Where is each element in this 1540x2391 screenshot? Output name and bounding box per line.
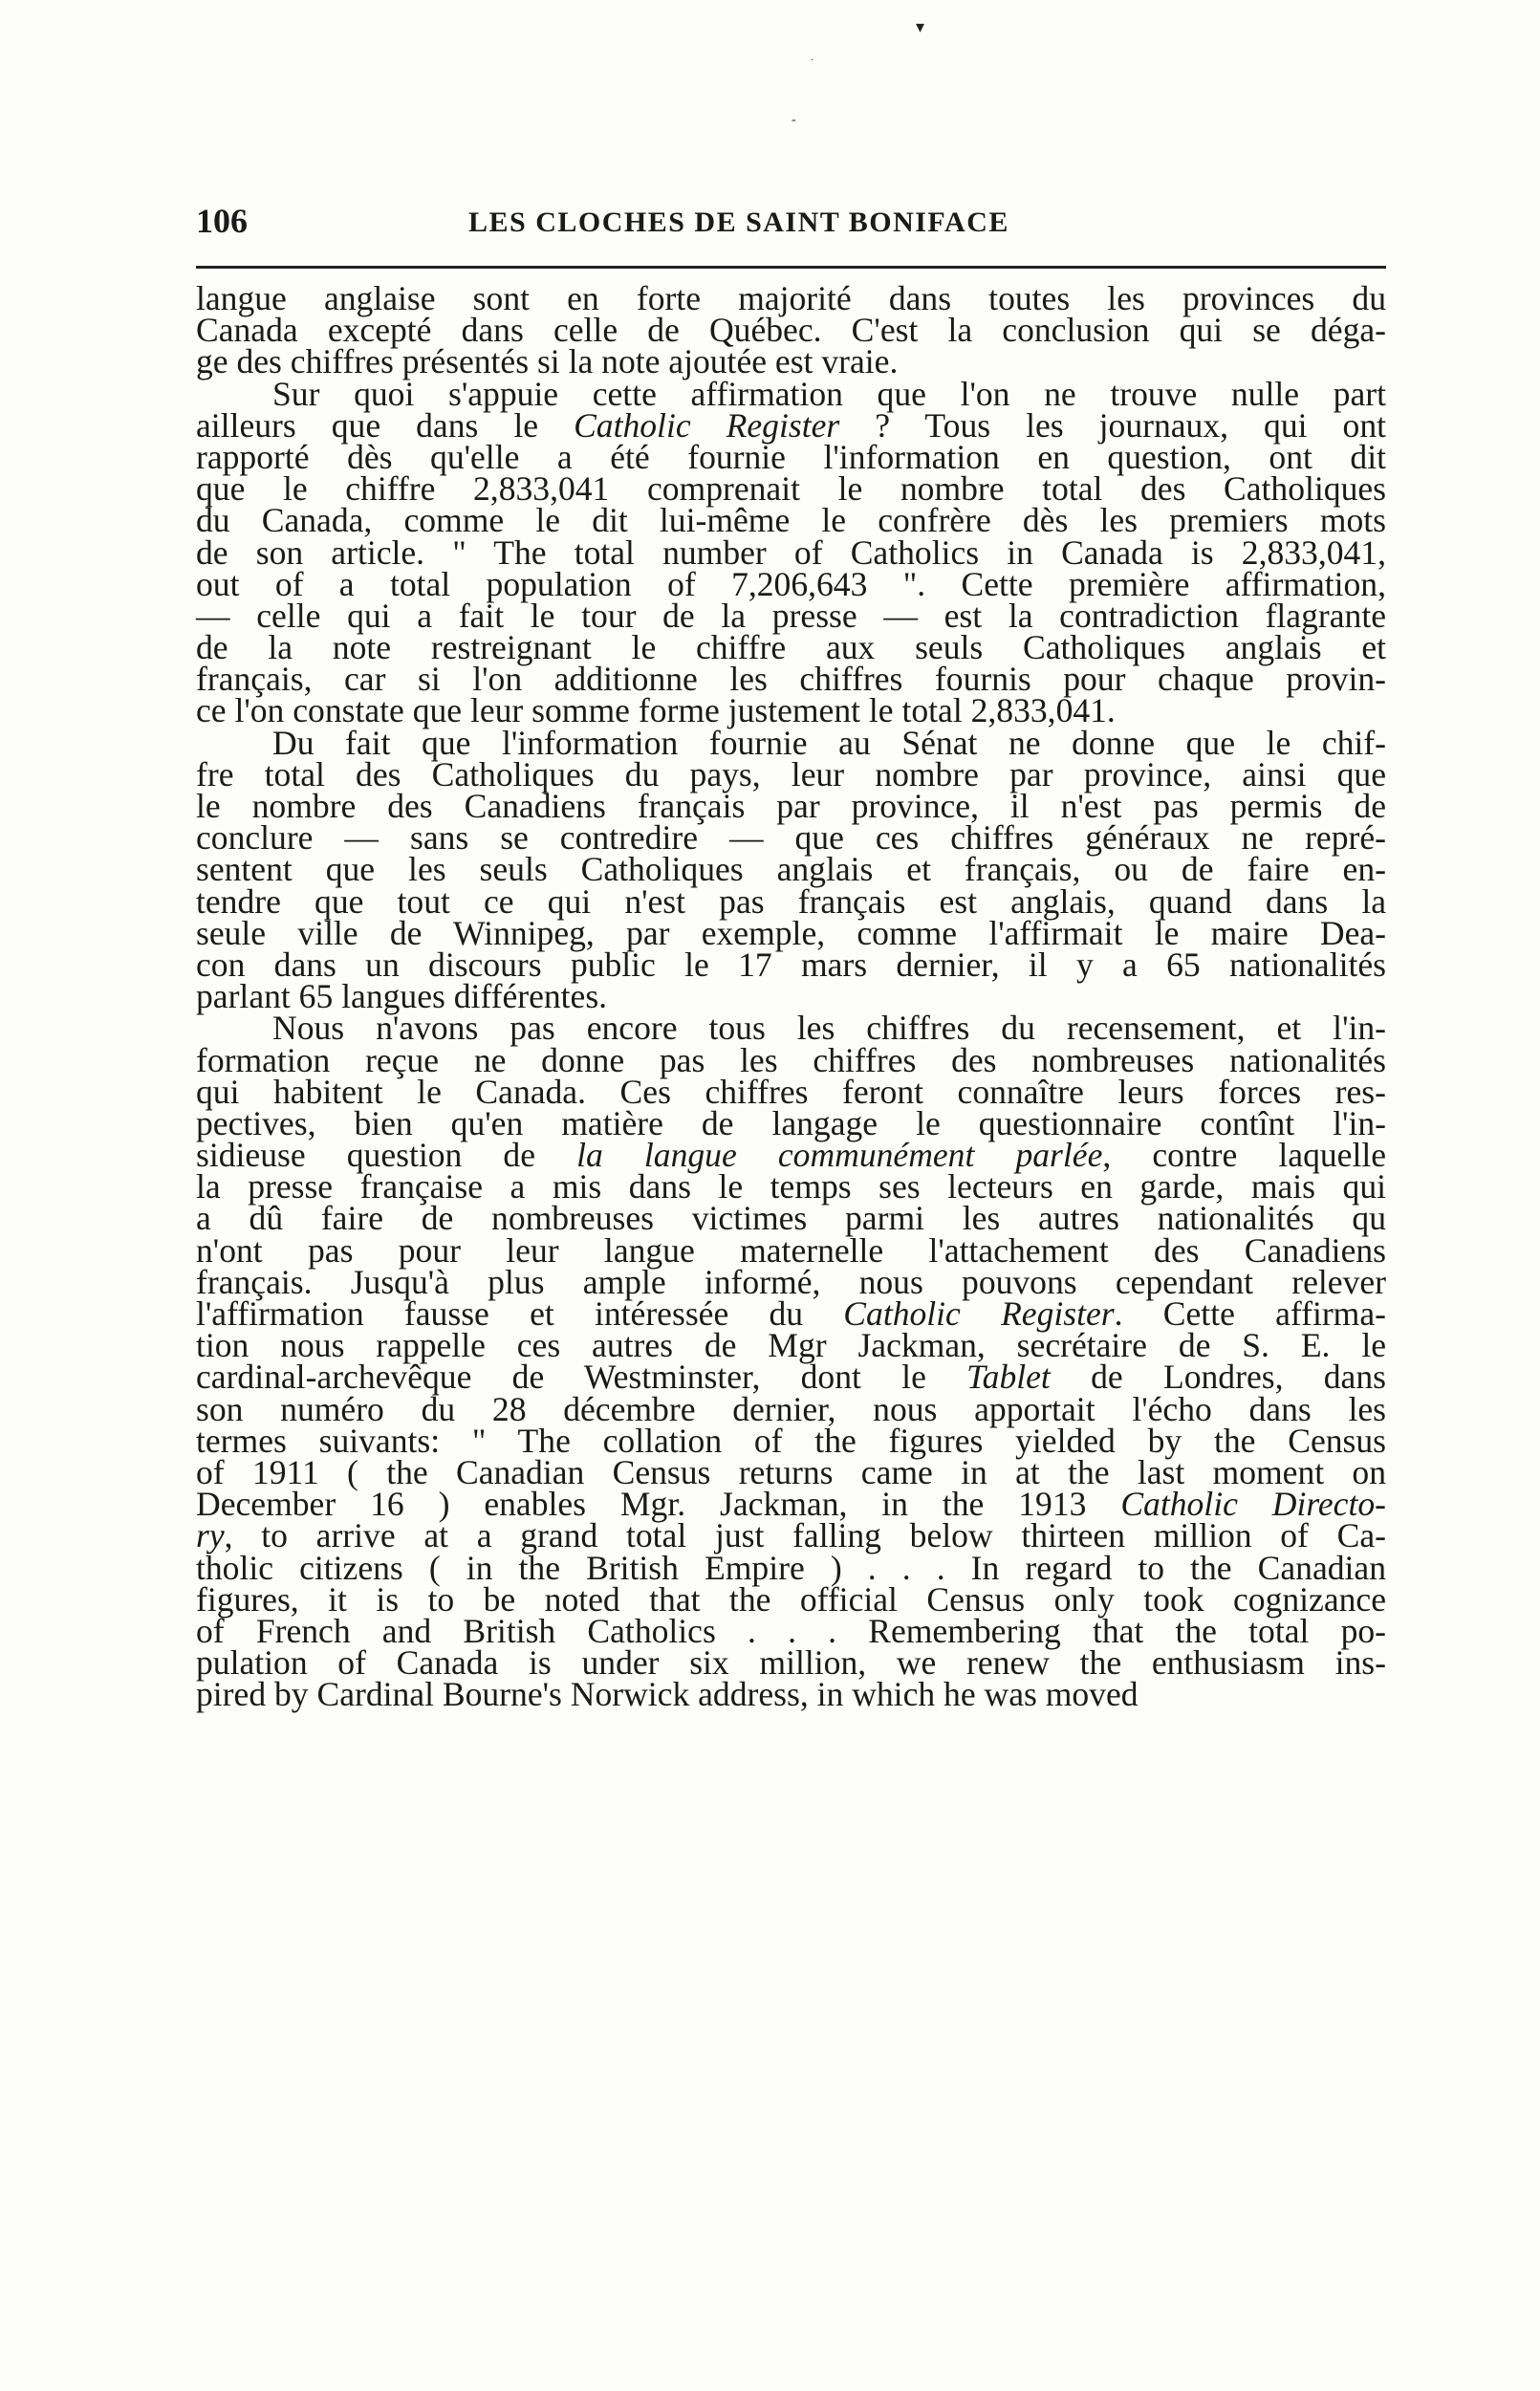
italic-title: Catholic Register (843, 1294, 1115, 1333)
text-line: Nous n'avons pas encore tous les chiffres du recensement, et l'in- (272, 1009, 1386, 1048)
paragraph (196, 723, 1386, 1016)
text-line: December 16 ) enables Mgr. Jackman, in the 1913 Catholic Directo- (196, 1485, 1386, 1524)
text-line: pectives, bien qu'en matière de langage le questionnaire contînt l'in- (196, 1103, 1386, 1142)
text-line: tion nous rappelle ces autres de Mgr Jackman, secrétaire de S. E. le (196, 1326, 1386, 1365)
text-line: sidieuse question de la langue communément parlée, contre laquelle (196, 1136, 1387, 1175)
header-rule (196, 266, 1386, 269)
page-number: 106 (196, 202, 248, 240)
text-line: de son article. " The total number of Catholics in Canada is 2,833,041, (196, 533, 1386, 572)
text-line: qui habitent le Canada. Ces chiffres feront connaître leurs forces res- (196, 1072, 1386, 1111)
text-line: ge des chiffres présentés si la note ajoutée est vraie. (196, 342, 899, 381)
text-line: Canada excepté dans celle de Québec. C'est la conclusion qui se déga- (196, 311, 1386, 350)
text-line: formation reçue ne donne pas les chiffres des nombreuses nationalités (196, 1040, 1386, 1079)
italic-title: Catholic Directo- (1120, 1485, 1386, 1524)
text-line: n'ont pas pour leur langue maternelle l'attachement des Canadiens (196, 1230, 1386, 1270)
speck-dot: ▾ (916, 17, 925, 36)
text-line: ry, to arrive at a grand total just falling below thirteen million of Ca- (196, 1516, 1386, 1555)
paragraph (196, 279, 1386, 381)
text-line: conclure — sans se contredire — que ces chiffres généraux ne repré- (196, 818, 1386, 858)
text-line: Du fait que l'information fournie au Sénat ne donne que le chif- (272, 723, 1386, 762)
text-line: la presse française a mis dans le temps ses lecteurs en garde, mais qui (196, 1167, 1386, 1206)
page-header (196, 201, 1386, 245)
text-line: of French and British Catholics . . . Remembering that the total po- (196, 1611, 1386, 1650)
text-line: son numéro du 28 décembre dernier, nous apportait l'écho dans les (196, 1389, 1386, 1428)
text-line: parlant 65 langues différentes. (196, 977, 608, 1016)
text-line: figures, it is to be noted that the official Census only took cognizance (196, 1579, 1386, 1619)
italic-title: ry (196, 1516, 225, 1555)
speck-dot: - (792, 113, 796, 127)
italic-title: Tablet (966, 1358, 1051, 1397)
text-line: du Canada, comme le dit lui-même le confrère dès les premiers mots (196, 501, 1386, 540)
text-line: termes suivants: " The collation of the figures yielded by the Census (196, 1421, 1386, 1460)
paragraph (196, 1009, 1387, 1714)
italic-title: Catholic Register (574, 405, 840, 445)
text-line: ce l'on constate que leur somme forme justement le total 2,833,041. (196, 691, 1116, 730)
text-line: sentent que les seuls Catholiques anglais et français, ou de faire en- (196, 850, 1386, 889)
text-line: pired by Cardinal Bourne's Norwick address, in which he was moved (196, 1675, 1139, 1714)
text-line: fre total des Catholiques du pays, leur nombre par province, ainsi que (196, 754, 1386, 793)
text-line: seule ville de Winnipeg, par exemple, comme l'affirmait le maire Dea- (196, 913, 1386, 952)
text-line: Sur quoi s'appuie cette affirmation que l'on ne trouve nulle part (272, 374, 1386, 413)
article-body (196, 279, 1387, 1714)
paragraph (196, 374, 1386, 730)
text-line: con dans un discours public le 17 mars dernier, il y a 65 nationalités (196, 945, 1386, 984)
running-title: LES CLOCHES DE SAINT BONIFACE (468, 206, 1009, 238)
text-line: out of a total population of 7,206,643 ". Cette première affirmation, (196, 564, 1386, 603)
text-line: — celle qui a fait le tour de la presse — est la contradiction flagrante (196, 596, 1386, 635)
text-line: le nombre des Canadiens français par province, il n'est pas permis de (196, 787, 1386, 825)
speck-dot: · (811, 55, 814, 66)
text-line: pulation of Canada is under six million, we renew the enthusiasm ins- (196, 1643, 1386, 1683)
text-line: français, car si l'on additionne les chiffres fournis pour chaque provin- (196, 660, 1386, 699)
italic-title: la langue communément parlée (576, 1136, 1103, 1175)
text-line: of 1911 ( the Canadian Census returns came in at the last moment on (196, 1452, 1386, 1491)
text-line: ailleurs que dans le Catholic Register ? Tous les journaux, qui ont (196, 405, 1386, 445)
text-line: cardinal-archevêque de Westminster, dont le Tablet de Londres, dans (196, 1358, 1386, 1397)
text-line: tendre que tout ce qui n'est pas français est anglais, quand dans la (196, 881, 1386, 921)
text-line: tholic citizens ( in the British Empire ) . . . In regard to the Canadian (196, 1548, 1386, 1587)
text-line: langue anglaise sont en forte majorité dans toutes les provinces du (196, 279, 1386, 317)
text-line: de la note restreignant le chiffre aux seuls Catholiques anglais et (196, 628, 1386, 667)
text-line: l'affirmation fausse et intéressée du Catholic Register. Cette affirma- (196, 1294, 1386, 1333)
text-line: que le chiffre 2,833,041 comprenait le nombre total des Catholiques (196, 469, 1386, 509)
text-line: français. Jusqu'à plus ample informé, nous pouvons cependant relever (196, 1262, 1386, 1301)
text-line: a dû faire de nombreuses victimes parmi les autres nationalités qu (196, 1199, 1386, 1238)
text-line: rapporté dès qu'elle a été fournie l'information en question, ont dit (196, 437, 1386, 476)
